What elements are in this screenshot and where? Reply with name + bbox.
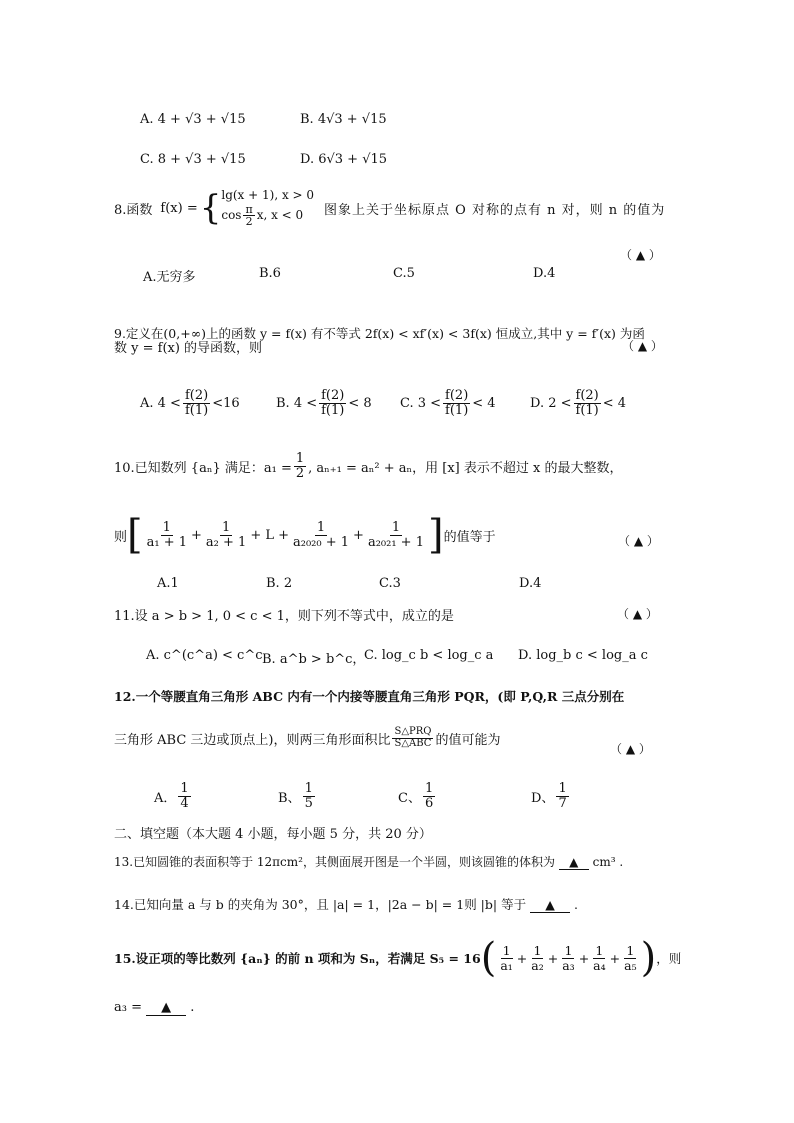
q10-option-b: B. 2 [266, 576, 293, 591]
q10-option-a: A.1 [157, 576, 179, 591]
q12-option-c: C、 $\frac{1}{6}$ [398, 781, 434, 811]
q11-option-a: A. c^(c^a) < c^c [146, 648, 263, 663]
q15-answer-line: a₃ = ▲ . [114, 1000, 195, 1015]
q13-blank: ▲ [559, 855, 589, 870]
q9-answer-mark: （ ▲ ） [622, 339, 663, 353]
q9-option-a: A. 4 < $\frac{f(2)}{f(1)}$ <16 [140, 388, 240, 418]
q14-question: 14.已知向量 a 与 b 的夹角为 30°，且 |a| = 1，|2a − b| = 1则 |b| 等于 ▲ . [114, 897, 579, 912]
q12-line1: 12.一个等腰直角三角形 ABC 内有一个内接等腰直角三角形 PQR，(即 P,Q,R 三点分别在 [114, 689, 625, 704]
q10-line2: 则 [ $\frac{1}{\text{a₁ + 1}}$ + $\frac{1}{\text{a₂ + 1}}$ + L + $\frac{1}{\text{a₂₀₂₀ + 1}}$ + $\frac{1}{\text{a₂₀₂₁ + 1}}$ ] 的值等于 [114, 512, 496, 558]
q11-option-d: D. log_b c < log_a c [518, 648, 648, 663]
q8-fx: f(x) = [160, 200, 198, 216]
q10-line1: 10.已知数列 {aₙ} 满足：a₁ = $\frac{1}{2}$ , aₙ₊₁ = aₙ² + aₙ，用 [x] 表示不超过 x 的最大整数， [114, 451, 623, 481]
q8-option-c: C.5 [393, 266, 415, 281]
q11-option-c: C. log_c b < log_c a [364, 648, 494, 663]
q7-option-d: D. 6√3 + √15 [300, 152, 388, 167]
q8-prefix: 8.函数 [114, 202, 153, 218]
q8-case1: lg(x + 1), x > 0 [221, 188, 315, 203]
q8-option-a: A.无穷多 [143, 270, 196, 285]
q10-answer-mark: （ ▲ ） [618, 534, 659, 548]
q14-blank: ▲ [530, 897, 570, 913]
q10-option-d: D.4 [519, 576, 542, 591]
q12-option-b: B、 $\frac{1}{5}$ [278, 781, 313, 811]
q8-cases [221, 188, 314, 228]
q12-line2: 三角形 ABC 三边或顶点上)，则两三角形面积比 $\frac{\text{S△PRQ}}{\text{S△ABC}}$ 的值可能为 [114, 726, 501, 749]
q7-option-b: B. 4√3 + √15 [300, 112, 387, 127]
q9-option-c: C. 3 < $\frac{f(2)}{f(1)}$ < 4 [400, 388, 496, 418]
q8-case2: cos $\frac{\pi}{2}$ x, x < 0 [221, 202, 304, 229]
q11-question: 11.设 a > b > 1, 0 < c < 1，则下列不等式中，成立的是 [114, 609, 454, 624]
q9-line1: 9.定义在(0,+∞)上的函数 y = f(x) 有不等式 2f(x) < xf′(x) < 3f(x) 恒成立,其中 y = f′(x) 为函 [114, 326, 645, 341]
q13-question: 13.已知圆锥的表面积等于 12πcm²，其侧面展开图是一个半圆，则该圆锥的体积为 ▲ cm³ . [114, 855, 624, 869]
q12-answer-mark: （ ▲ ） [610, 742, 651, 756]
q9-line2: 数 y = f(x) 的导函数，则 [114, 341, 263, 356]
q7-option-a: A. 4 + √3 + √15 [140, 112, 246, 127]
q12-option-a: A． $\frac{1}{4}$ [154, 781, 189, 811]
q10-option-c: C.3 [379, 576, 401, 591]
q8-suffix: 图象上关于坐标原点 O 对称的点有 n 对，则 n 的值为 [324, 202, 666, 218]
q15-blank: ▲ [146, 1000, 186, 1016]
q8-option-d: D.4 [533, 266, 556, 281]
q11-answer-mark: （ ▲ ） [617, 607, 658, 621]
q8-option-b: B.6 [259, 266, 281, 281]
q15-question: 15.设正项的等比数列 {aₙ} 的前 n 项和为 Sₙ，若满足 S₅ = 16 ( $\frac{1}{\text{a₁}}$ + $\frac{1}{\text{a₂}}$ + $\frac{1}{\text{a₃}}$ + $\frac{1}{\text{a₄}}$ + $\frac{1}{\text{a₅}}$ ) ，则 [114, 935, 682, 981]
q8-brace: { [199, 188, 222, 228]
q8-question [114, 182, 665, 234]
q8-answer-mark: （ ▲ ） [620, 248, 661, 262]
q7-option-c: C. 8 + √3 + √15 [140, 152, 246, 167]
q9-option-d: D. 2 < $\frac{f(2)}{f(1)}$ < 4 [530, 388, 627, 418]
q12-option-d: D、 $\frac{1}{7}$ [531, 781, 567, 811]
q11-option-b: B. a^b > b^c， [262, 652, 366, 667]
section-heading: 二、填空题（本大题 4 小题，每小题 5 分，共 20 分） [114, 827, 432, 842]
q9-option-b: B. 4 < $\frac{f(2)}{f(1)}$ < 8 [276, 388, 372, 418]
